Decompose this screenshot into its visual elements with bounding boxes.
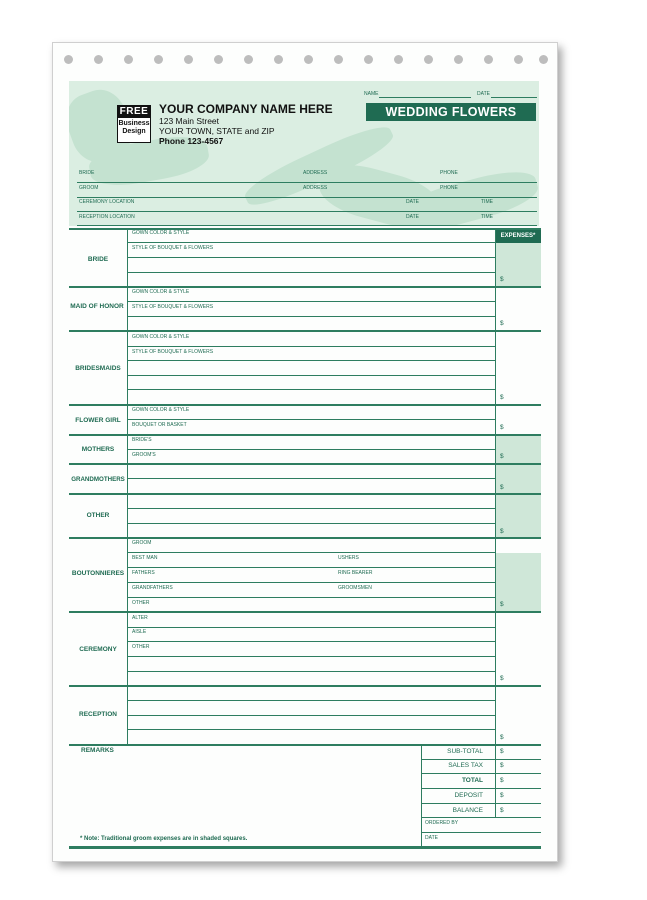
ordered-date-label: DATE: [425, 835, 438, 841]
bout-fathers-label: FATHERS: [132, 570, 155, 576]
section-divider: [69, 286, 541, 288]
mothers-grooms-label: GROOM'S: [132, 452, 156, 458]
expenses-header: EXPENSES*: [495, 229, 541, 243]
binding-hole: [154, 55, 163, 64]
info-reception-date-label: DATE: [406, 214, 419, 220]
section-bridesmaids: BRIDESMAIDS: [75, 365, 121, 372]
section-divider: [69, 330, 541, 332]
bride-line[interactable]: [127, 257, 495, 258]
bridesmaids-line[interactable]: [127, 389, 495, 390]
mothers-brides-label: BRIDE'S: [132, 437, 152, 443]
section-other: OTHER: [86, 512, 110, 519]
sales-tax-label: SALES TAX: [448, 762, 483, 769]
ceremony-line[interactable]: [127, 641, 495, 642]
sales-tax-dollar: $: [500, 762, 504, 769]
binding-hole: [334, 55, 343, 64]
other-line[interactable]: [127, 523, 495, 524]
bridesmaids-gown-label: GOWN COLOR & STYLE: [132, 334, 190, 340]
section-divider: [69, 493, 541, 495]
balance-label: BALANCE: [452, 807, 483, 814]
ceremony-alter-label: ALTER: [132, 615, 148, 621]
binding-hole: [514, 55, 523, 64]
bridesmaids-line[interactable]: [127, 375, 495, 376]
section-divider: [69, 463, 541, 465]
bout-groomsmen-label: GROOMSMEN: [338, 585, 372, 591]
ceremony-line[interactable]: [127, 671, 495, 672]
binding-hole: [539, 55, 548, 64]
section-boutonnieres: BOUTONNIERES: [71, 570, 125, 577]
section-flower-girl: FLOWER GIRL: [75, 417, 121, 424]
maid-dollar: $: [500, 320, 504, 327]
subtotal-label: SUB-TOTAL: [447, 748, 483, 755]
subtotal-dollar: $: [500, 748, 504, 755]
bridesmaids-line[interactable]: [127, 346, 495, 347]
info-bride-address-label: ADDRESS: [303, 170, 328, 176]
binding-hole: [424, 55, 433, 64]
section-divider: [69, 537, 541, 539]
totals-expense-divider: [495, 745, 496, 817]
grid-left-divider: [127, 229, 128, 744]
binding-hole: [394, 55, 403, 64]
info-row-line[interactable]: [77, 211, 537, 212]
balance-dollar: $: [500, 807, 504, 814]
mothers-dollar: $: [500, 453, 504, 460]
binding-hole: [274, 55, 283, 64]
logo-line1: Business: [118, 120, 150, 127]
bridesmaids-line[interactable]: [127, 360, 495, 361]
bout-bestman-label: BEST MAN: [132, 555, 158, 561]
maid-bouquet-label: STYLE OF BOUQUET & FLOWERS: [132, 304, 214, 310]
binding-hole: [244, 55, 253, 64]
company-block: [159, 103, 333, 146]
ceremony-line[interactable]: [127, 627, 495, 628]
info-reception-time-label: TIME: [481, 214, 493, 220]
logo-line2: Design: [122, 128, 146, 135]
name-label: NAME: [364, 91, 379, 97]
binding-hole: [214, 55, 223, 64]
maid-line[interactable]: [127, 316, 495, 317]
section-divider: [69, 404, 541, 406]
info-bride-label: BRIDE: [79, 170, 95, 176]
bout-line[interactable]: [127, 582, 495, 583]
bout-line[interactable]: [127, 552, 495, 553]
header-date-label: DATE: [477, 91, 490, 97]
binding-holes: [53, 55, 557, 67]
flowergirl-dollar: $: [500, 424, 504, 431]
info-groom-address-label: ADDRESS: [303, 185, 328, 191]
totals-line[interactable]: [421, 759, 541, 760]
other-line[interactable]: [127, 508, 495, 509]
bout-grandfathers-label: GRANDFATHERS: [132, 585, 173, 591]
info-ceremony-location-label: CEREMONY LOCATION: [79, 199, 135, 205]
flowergirl-gown-label: GOWN COLOR & STYLE: [132, 407, 190, 413]
bout-other-label: OTHER: [132, 600, 150, 606]
totals-line[interactable]: [421, 817, 541, 818]
footnote: * Note: Traditional groom expenses are in shaded squares.: [80, 836, 248, 842]
business-design-logo: [117, 105, 151, 143]
info-ceremony-date-label: DATE: [406, 199, 419, 205]
section-mothers: MOTHERS: [81, 446, 115, 453]
section-divider: [69, 611, 541, 613]
binding-hole: [184, 55, 193, 64]
deposit-dollar: $: [500, 792, 504, 799]
info-reception-location-label: RECEPTION LOCATION: [79, 214, 135, 220]
total-dollar: $: [500, 777, 504, 784]
other-dollar: $: [500, 528, 504, 535]
deposit-label: DEPOSIT: [454, 792, 483, 799]
ceremony-other-label: OTHER: [132, 644, 150, 650]
bride-bouquet-label: STYLE OF BOUQUET & FLOWERS: [132, 245, 214, 251]
company-street: 123 Main Street: [159, 116, 220, 126]
bridesmaids-dollar: $: [500, 394, 504, 401]
totals-line[interactable]: [421, 788, 541, 789]
section-reception: RECEPTION: [79, 711, 117, 718]
grandmothers-line[interactable]: [127, 478, 495, 479]
bottom-border: [69, 846, 541, 849]
name-line[interactable]: [379, 97, 471, 98]
section-divider: [69, 744, 541, 746]
ceremony-line[interactable]: [127, 656, 495, 657]
section-ceremony: CEREMONY: [79, 646, 117, 653]
info-groom-phone-label: PHONE: [440, 185, 458, 191]
binding-hole: [124, 55, 133, 64]
header-date-line[interactable]: [491, 97, 537, 98]
binding-hole: [94, 55, 103, 64]
bride-gown-label: GOWN COLOR & STYLE: [132, 230, 190, 236]
remarks-label: REMARKS: [81, 747, 114, 754]
grandmothers-dollar: $: [500, 484, 504, 491]
section-divider: [69, 434, 541, 436]
flowergirl-bouquet-label: BOUQUET OR BASKET: [132, 422, 187, 428]
ceremony-dollar: $: [500, 675, 504, 682]
company-name: YOUR COMPANY NAME HERE: [159, 102, 333, 116]
reception-line[interactable]: [127, 715, 495, 716]
binding-hole: [484, 55, 493, 64]
binding-hole: [454, 55, 463, 64]
bride-line[interactable]: [127, 272, 495, 273]
binding-hole: [64, 55, 73, 64]
flowergirl-line[interactable]: [127, 419, 495, 420]
bout-line[interactable]: [127, 567, 495, 568]
bout-ringbearer-label: RING BEARER: [338, 570, 373, 576]
bout-groom-label: GROOM: [132, 540, 152, 546]
info-row-line[interactable]: [77, 182, 537, 183]
bride-line[interactable]: [127, 242, 495, 243]
section-divider: [69, 685, 541, 687]
info-row-line[interactable]: [77, 197, 537, 198]
totals-line[interactable]: [421, 803, 541, 804]
section-bride: BRIDE: [87, 256, 109, 263]
bout-ushers-label: USHERS: [338, 555, 359, 561]
section-maid-of-honor: MAID OF HONOR: [70, 303, 124, 310]
bride-dollar: $: [500, 276, 504, 283]
total-label: TOTAL: [461, 777, 483, 784]
company-phone: Phone 123-4567: [159, 136, 224, 146]
section-grandmothers: GRANDMOTHERS: [71, 476, 125, 483]
binding-hole: [364, 55, 373, 64]
ordered-by-line[interactable]: [421, 832, 541, 833]
form-title: WEDDING FLOWERS: [366, 103, 536, 121]
binding-hole: [304, 55, 313, 64]
maid-gown-label: GOWN COLOR & STYLE: [132, 289, 190, 295]
bout-dollar: $: [500, 601, 504, 608]
mothers-line[interactable]: [127, 449, 495, 450]
info-row-line[interactable]: [77, 225, 537, 226]
company-city: YOUR TOWN, STATE and ZIP: [159, 126, 275, 136]
ordered-by-label: ORDERED BY: [425, 820, 459, 826]
bridesmaids-bouquet-label: STYLE OF BOUQUET & FLOWERS: [132, 349, 214, 355]
bout-line[interactable]: [127, 597, 495, 598]
ceremony-aisle-label: AISLE: [132, 629, 147, 635]
info-ceremony-time-label: TIME: [481, 199, 493, 205]
maid-line[interactable]: [127, 301, 495, 302]
reception-dollar: $: [500, 734, 504, 741]
info-groom-label: GROOM: [79, 185, 99, 191]
order-form-sheet: [52, 42, 558, 862]
reception-line[interactable]: [127, 700, 495, 701]
reception-line[interactable]: [127, 729, 495, 730]
logo-free-text: FREE: [119, 106, 149, 117]
info-bride-phone-label: PHONE: [440, 170, 458, 176]
grid-expense-divider: [495, 229, 496, 744]
totals-line[interactable]: [421, 773, 541, 774]
